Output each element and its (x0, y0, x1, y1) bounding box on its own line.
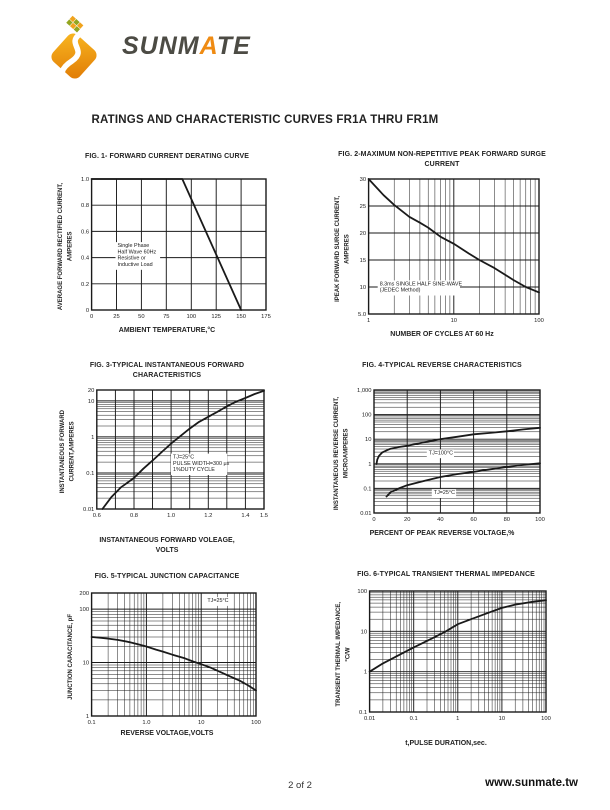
svg-text:0.1: 0.1 (87, 719, 96, 726)
figure-3 (38, 361, 296, 556)
svg-text:10: 10 (450, 317, 458, 324)
svg-text:1: 1 (91, 434, 95, 441)
svg-text:80: 80 (503, 516, 511, 523)
svg-text:Inductive Load: Inductive Load (117, 261, 153, 268)
figure-5-y-axis-label: JUNCTION CAPACITANCE, pF (67, 613, 74, 700)
figure-2-chart (354, 173, 550, 325)
svg-text:0.01: 0.01 (364, 715, 376, 722)
svg-text:1,000: 1,000 (357, 387, 372, 394)
svg-text:0: 0 (85, 307, 90, 314)
figure-5 (38, 572, 296, 739)
figure-6 (304, 570, 588, 749)
svg-text:100: 100 (357, 588, 368, 595)
svg-text:1.2: 1.2 (204, 512, 213, 519)
figure-2 (304, 150, 580, 340)
svg-text:Single Phase: Single Phase (117, 242, 150, 249)
svg-text:100: 100 (79, 606, 90, 613)
svg-text:40: 40 (437, 516, 444, 523)
svg-text:1.4: 1.4 (241, 512, 250, 519)
sunmate-logo-icon (38, 8, 110, 94)
page-title: RATINGS AND CHARACTERISTIC CURVES FR1A THRU FR1M (91, 114, 439, 126)
svg-text:150: 150 (236, 313, 247, 320)
figure-6-x-axis-label: t,PULSE DURATION,sec. (405, 739, 487, 747)
svg-text:0.1: 0.1 (363, 486, 372, 493)
svg-text:175: 175 (261, 313, 271, 320)
svg-text:1: 1 (363, 669, 368, 676)
svg-text:Resistive or: Resistive or (117, 255, 146, 262)
figure-3-x-axis-label: INSTANTANEOUS FORWARD VOLEAGE, VOLTS (99, 536, 235, 554)
svg-text:30: 30 (359, 176, 367, 183)
figure-6-chart (355, 585, 557, 723)
svg-text:(JEDEC Method): (JEDEC Method) (379, 287, 421, 294)
page-number: 2 of 2 (288, 780, 312, 791)
figure-4-y-axis-label: INSTANTANEOUS REVERSE CURRENT, MICROAMPERES (333, 397, 350, 511)
figure-4-x-axis-label: PERCENT OF PEAK REVERSE VOLTAGE,% (369, 529, 515, 537)
figure-5-x-axis-label: REVERSE VOLTAGE,VOLTS (120, 729, 214, 737)
figure-2-y-axis-label: IPEAK FORWARD SURGE CURRENT, AMPERES (334, 195, 351, 302)
brand-suffix: TE (216, 32, 251, 60)
svg-text:8.3ms SINGLE HALF SINE-WAVE: 8.3ms SINGLE HALF SINE-WAVE (379, 280, 463, 287)
svg-text:0.2: 0.2 (81, 281, 90, 288)
figure-1-title: FIG. 1- FORWARD CURRENT DERATING CURVE (84, 153, 250, 160)
figure-1-x-axis-label: AMBIENT TEMPERATURE,°C (118, 326, 216, 334)
svg-text:20: 20 (404, 516, 411, 523)
figure-2-x-axis-label: NUMBER OF CYCLES AT 60 Hz (390, 330, 494, 338)
svg-text:1.0: 1.0 (142, 719, 151, 726)
svg-text:1.0: 1.0 (167, 512, 176, 519)
figure-4-title: FIG. 4-TYPICAL REVERSE CHARACTERISTICS (362, 362, 522, 369)
svg-text:1: 1 (456, 715, 460, 722)
svg-text:1.0: 1.0 (81, 176, 90, 183)
svg-text:TJ=25°C: TJ=25°C (207, 597, 229, 604)
svg-text:TJ=25°C: TJ=25°C (173, 454, 195, 461)
svg-text:100: 100 (535, 516, 545, 523)
svg-text:1: 1 (368, 461, 372, 468)
svg-text:15: 15 (359, 257, 367, 264)
figure-4 (304, 361, 580, 539)
svg-text:60: 60 (470, 516, 477, 523)
brand-accent-letter: A (199, 32, 217, 60)
figure-6-y-axis-label: TRANSIENT THERMAL IMPEDANCE, °C/W (335, 601, 352, 707)
figure-1-y-axis-label: AVERAGE FORWARD RECTIFIED CURRENT, AMPERES (57, 183, 74, 311)
svg-text:1: 1 (367, 317, 371, 324)
svg-text:0.1: 0.1 (86, 470, 95, 477)
svg-text:100: 100 (186, 313, 197, 320)
svg-text:100: 100 (534, 317, 544, 324)
figure-6-title: FIG. 6-TYPICAL TRANSIENT THERMAL IMPEDANCE (357, 571, 535, 578)
svg-text:0.8: 0.8 (81, 202, 90, 209)
svg-text:25: 25 (113, 313, 120, 320)
svg-text:0.1: 0.1 (409, 715, 418, 722)
figure-3-title: FIG. 3-TYPICAL INSTANTANEOUS FORWARD CHARACTERISTICS (89, 362, 245, 379)
svg-text:1: 1 (86, 713, 90, 720)
svg-text:10: 10 (498, 715, 506, 722)
svg-text:TJ=25°C: TJ=25°C (433, 489, 456, 496)
svg-text:50: 50 (138, 313, 145, 320)
svg-text:Half Wave 60Hz: Half Wave 60Hz (117, 249, 157, 256)
svg-text:125: 125 (211, 313, 222, 320)
figure-1-chart (77, 173, 277, 321)
svg-text:200: 200 (79, 590, 90, 597)
svg-text:0.6: 0.6 (81, 229, 90, 236)
svg-text:0.4: 0.4 (81, 255, 90, 262)
brand-prefix: SUNM (122, 32, 200, 60)
svg-text:0.01: 0.01 (83, 506, 95, 513)
svg-text:10: 10 (82, 660, 90, 667)
svg-text:0.6: 0.6 (92, 512, 101, 519)
svg-text:100: 100 (361, 412, 372, 419)
figure-4-chart (353, 384, 551, 524)
svg-text:TJ=100°C: TJ=100°C (428, 450, 454, 457)
svg-text:0: 0 (90, 313, 94, 320)
svg-text:5.0: 5.0 (358, 311, 367, 318)
svg-text:10: 10 (359, 284, 367, 291)
svg-text:0.01: 0.01 (360, 510, 372, 517)
svg-text:100: 100 (251, 719, 262, 726)
svg-text:0: 0 (372, 516, 376, 523)
svg-text:1%DUTY CYCLE: 1%DUTY CYCLE (173, 466, 215, 473)
figure-3-y-axis-label: INSTANTANEOUS FORWARD CURRENT,AMPERES (59, 409, 76, 494)
figure-5-title: FIG. 5-TYPICAL JUNCTION CAPACITANCE (94, 573, 240, 580)
svg-text:0.1: 0.1 (359, 709, 368, 716)
figure-5-chart (77, 587, 267, 727)
svg-text:20: 20 (359, 230, 367, 237)
sunmate-logo (38, 8, 251, 94)
svg-text:20: 20 (87, 387, 95, 394)
figure-3-chart (79, 384, 275, 520)
svg-text:PULSE WIDTH=300 μs: PULSE WIDTH=300 μs (173, 460, 230, 467)
brand-wordmark (122, 34, 251, 59)
svg-text:25: 25 (359, 203, 367, 210)
svg-text:10: 10 (360, 629, 368, 636)
svg-text:100: 100 (541, 715, 551, 722)
svg-text:75: 75 (163, 313, 170, 320)
figure-1 (38, 152, 296, 336)
svg-text:10: 10 (87, 398, 95, 405)
svg-text:1.5: 1.5 (260, 512, 269, 519)
figure-2-title: FIG. 2-MAXIMUM NON-REPETITIVE PEAK FORWARD SURGE CURRENT (338, 151, 546, 168)
svg-text:10: 10 (365, 436, 372, 443)
svg-text:10: 10 (198, 719, 205, 726)
svg-text:0.8: 0.8 (130, 512, 139, 519)
website-url: www.sunmate.tw (485, 777, 578, 789)
